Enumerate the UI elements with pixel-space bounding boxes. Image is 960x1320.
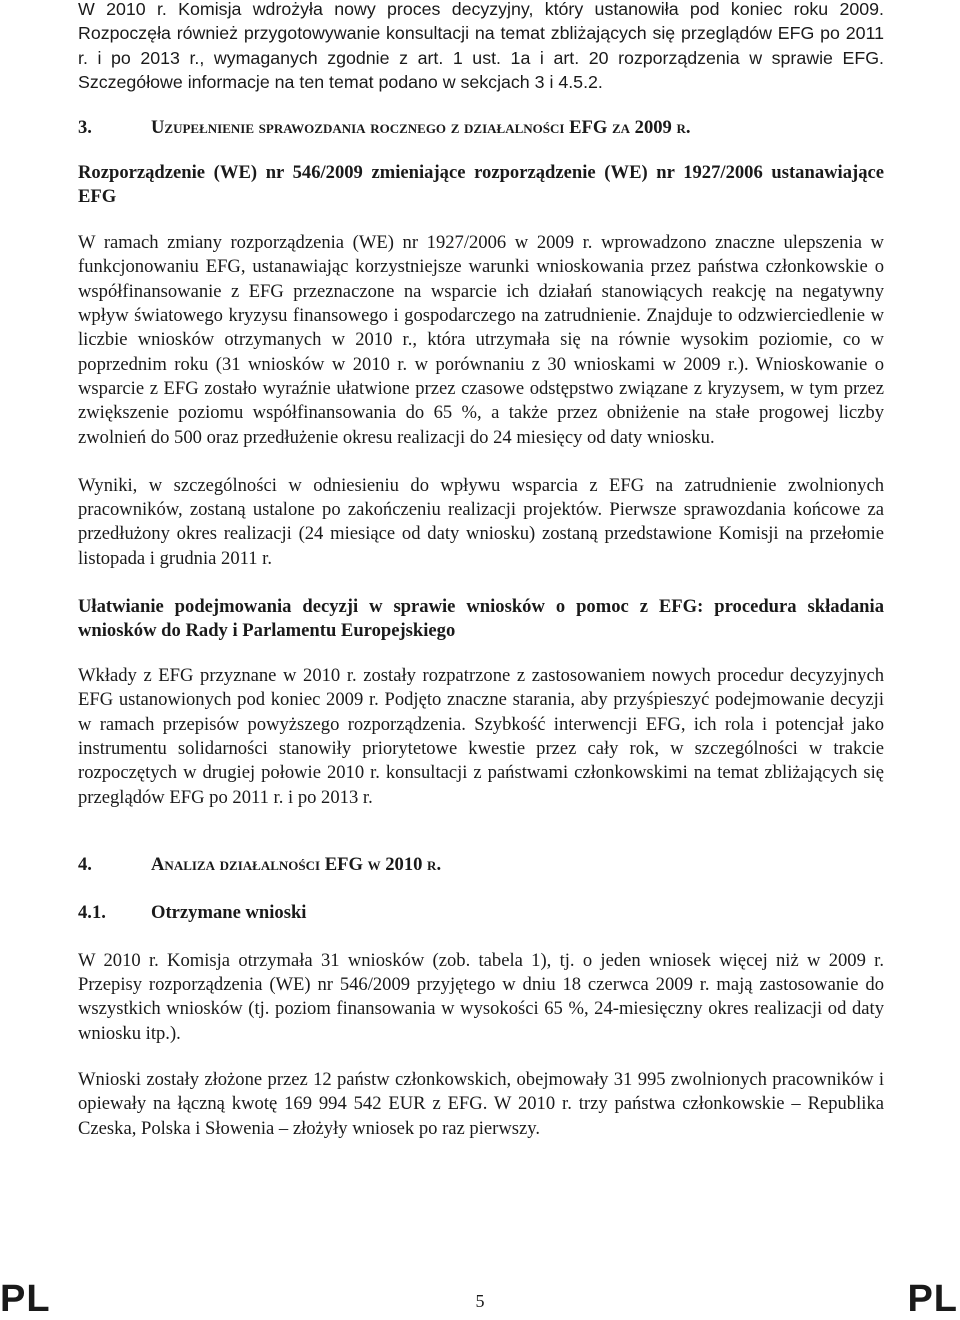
page-number: 5: [475, 1291, 485, 1311]
document-page: [78, 0, 884, 1141]
section-4-number: 4.: [78, 853, 92, 875]
regulation-paragraph-1: W ramach zmiany rozporządzenia (WE) nr 1927/2006 w 2009 r. wprowadzono znaczne ulepszenia w funkcjonowaniu EFG, ustanawiając korzystniejsze warunki wnioskowania przez państwa członkowskie o współfinansowanie z EFG przeznaczone na wsparcie ich działań stanowiących reakcję na negatywny wpływ światowego kryzysu finansowego i gospodarczego na zatrudnienie. Znajduje to odzwierciedlenie w liczbie wniosków otrzymanych w 2010 r., która utrzymała się na równie wysokim poziomie, co w poprzednim roku (31 wniosków w 2010 r. w porównaniu z 30 wnioskami w 2009 r.). Wnioskowanie o wsparcie z EFG zostało wyraźnie ułatwione przez czasowe odstępstwo związane z kryzysem, w tym przez zwiększenie poziomu współfinansowania do 65 %, a także przez obniżenie na stałe progowej liczby zwolnień do 500 oraz przedłużenie okresu realizacji do 24 miesięcy od daty wniosku.: [78, 232, 884, 448]
section-4-heading: [78, 853, 884, 877]
language-code-right: PL: [907, 1278, 958, 1320]
regulation-heading: Rozporządzenie (WE) nr 546/2009 zmieniające rozporządzenie (WE) nr 1927/2006 ustanawiające EFG: [78, 162, 884, 208]
section-4-1-title: Otrzymane wnioski: [151, 901, 307, 923]
language-code-left: PL: [0, 1278, 51, 1320]
section-4-title: Analiza działalności EFG w 2010 r.: [151, 853, 442, 875]
procedure-heading: Ułatwianie podejmowania decyzji w sprawie wniosków o pomoc z EFG: procedura składania wniosków do Rady i Parlamentu Europejskiego: [78, 596, 884, 642]
procedure-paragraph: Wkłady z EFG przyznane w 2010 r. zostały rozpatrzone z zastosowaniem nowych procedur decyzyjnych EFG ustanowionych pod koniec 2009 r. Podjęto znaczne starania, aby przyśpieszyć podejmowanie decyzji w ramach przepisów powyższego rozporządzenia. Szybkość interwencji EFG, ich rola i potencjał jako instrumentu solidarności stanowiły priorytetowe kwestie przez cały rok, w szczególności w trakcie rozpoczętych w drugiej połowie 2010 r. konsultacji z państwami członkowskimi na temat zbliżających się przeglądów EFG po 2011 r. i po 2013 r.: [78, 665, 884, 808]
regulation-paragraph-2: Wyniki, w szczególności w odniesieniu do wpływu wsparcia z EFG na zatrudnienie zwolnionych pracowników, zostaną ustalone po zakończeniu realizacji projektów. Pierwsze sprawozdania końcowe za przedłużony okres realizacji (24 miesiące od daty wniosku) zostaną przedstawione Komisji na przełomie listopada i grudnia 2011 r.: [78, 474, 884, 569]
section-4-1-heading: [78, 901, 884, 925]
section-4-1-number: 4.1.: [78, 901, 106, 923]
section-3-number: 3.: [78, 117, 92, 139]
received-paragraph-2: Wnioski zostały złożone przez 12 państw członkowskich, obejmowały 31 995 zwolnionych pracowników i opiewały na łączną kwotę 169 994 542 EUR z EFG. W 2010 r. trzy państwa członkowskie – Republika Czeska, Polska i Słowenia – złożyły wniosek po raz pierwszy.: [78, 1069, 884, 1139]
section-3-title: Uzupełnienie sprawozdania rocznego z działalności EFG za 2009 r.: [151, 117, 691, 139]
section-3-heading: [78, 116, 884, 140]
intro-paragraph: W 2010 r. Komisja wdrożyła nowy proces decyzyjny, który ustanowiła pod koniec roku 2009. Rozpoczęła również przygotowywanie konsultacji na temat zbliżających się przeglądów EFG po 2011 r. i po 2013 r., wymaganych zgodnie z art. 1 ust. 1a i art. 20 rozporządzenia w sprawie EFG. Szczegółowe informacje na ten temat podano w sekcjach 3 i 4.5.2.: [78, 0, 884, 92]
received-paragraph-1: W 2010 r. Komisja otrzymała 31 wniosków (zob. tabela 1), tj. o jeden wniosek więcej niż w 2009 r. Przepisy rozporządzenia (WE) nr 546/2009 przyjętego w dniu 18 czerwca 2009 r. mają zastosowanie do wszystkich wniosków (tj. poziom finansowania w wysokości 65 %, 24-miesięczny okres realizacji od daty wniosku itp.).: [78, 949, 884, 1044]
page-footer: [0, 1279, 960, 1319]
